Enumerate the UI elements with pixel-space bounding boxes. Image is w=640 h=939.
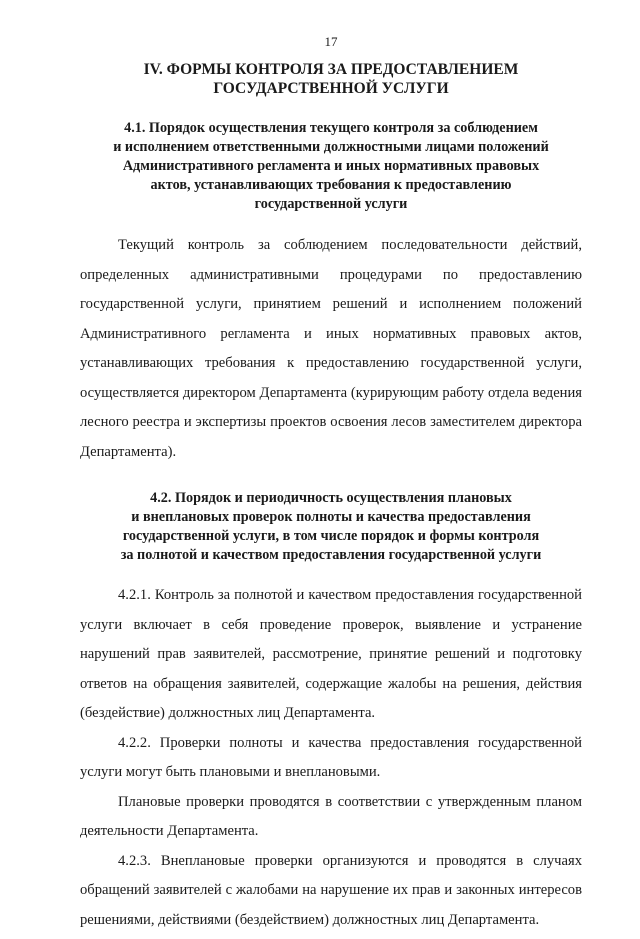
paragraph-4-2-3: 4.2.3. Внеплановые проверки организуются и проводятся в случаях обращений заявителей с жалобами на нарушение их прав и законных интересов решениями, действиями (бездействием) должностных лиц Департамента. (80, 852, 582, 928)
section-title-4-1: 4.1. Порядок осуществления текущего контроля за соблюдением и исполнением ответственными должностными лицами положений Административного регламента и иных нормативных правовых актов, устанавливающих требования к предоставлению государственной услуги (113, 120, 549, 212)
chapter-title: IV. ФОРМЫ КОНТРОЛЯ ЗА ПРЕДОСТАВЛЕНИЕМ ГОСУДАРСТВЕННОЙ УСЛУГИ (143, 61, 519, 97)
paragraph-planned-checks: Плановые проверки проводятся в соответствии с утвержденным планом деятельности Департамента. (80, 793, 582, 839)
paragraph-4-2-2: 4.2.2. Проверки полноты и качества предоставления государственной услуги могут быть плановыми и внеплановыми. (80, 734, 582, 780)
section-title-4-2: 4.2. Порядок и периодичность осуществления плановых и внеплановых проверок полноты и качества предоставления государственной услуги, в том числе порядок и формы контроля за полнотой и качеством предоставления государственной услуги (120, 490, 542, 563)
document-page (0, 34, 640, 939)
page-number: 17 (324, 34, 338, 49)
paragraph-4-2-1: 4.2.1. Контроль за полнотой и качеством предоставления государственной услуги включает в себя проведение проверок, выявление и устранение нарушений прав заявителей, рассмотрение, принятие решений и подготовку ответов на обращения заявителей, содержащие жалобы на решения, действия (бездействие) должностных лиц Департамента. (80, 587, 582, 721)
paragraph-current-control: Текущий контроль за соблюдением последовательности действий, определенных административными процедурами по предоставлению государственной услуги, принятием решений и исполнением положений Административного регламента и иных нормативных правовых актов, устанавливающих требования к предоставлению государственной услуги, осуществляется директором Департамента (курирующим работу отдела ведения лесного реестра и экспертизы проектов освоения лесов заместителем директора Департамента). (80, 237, 582, 460)
